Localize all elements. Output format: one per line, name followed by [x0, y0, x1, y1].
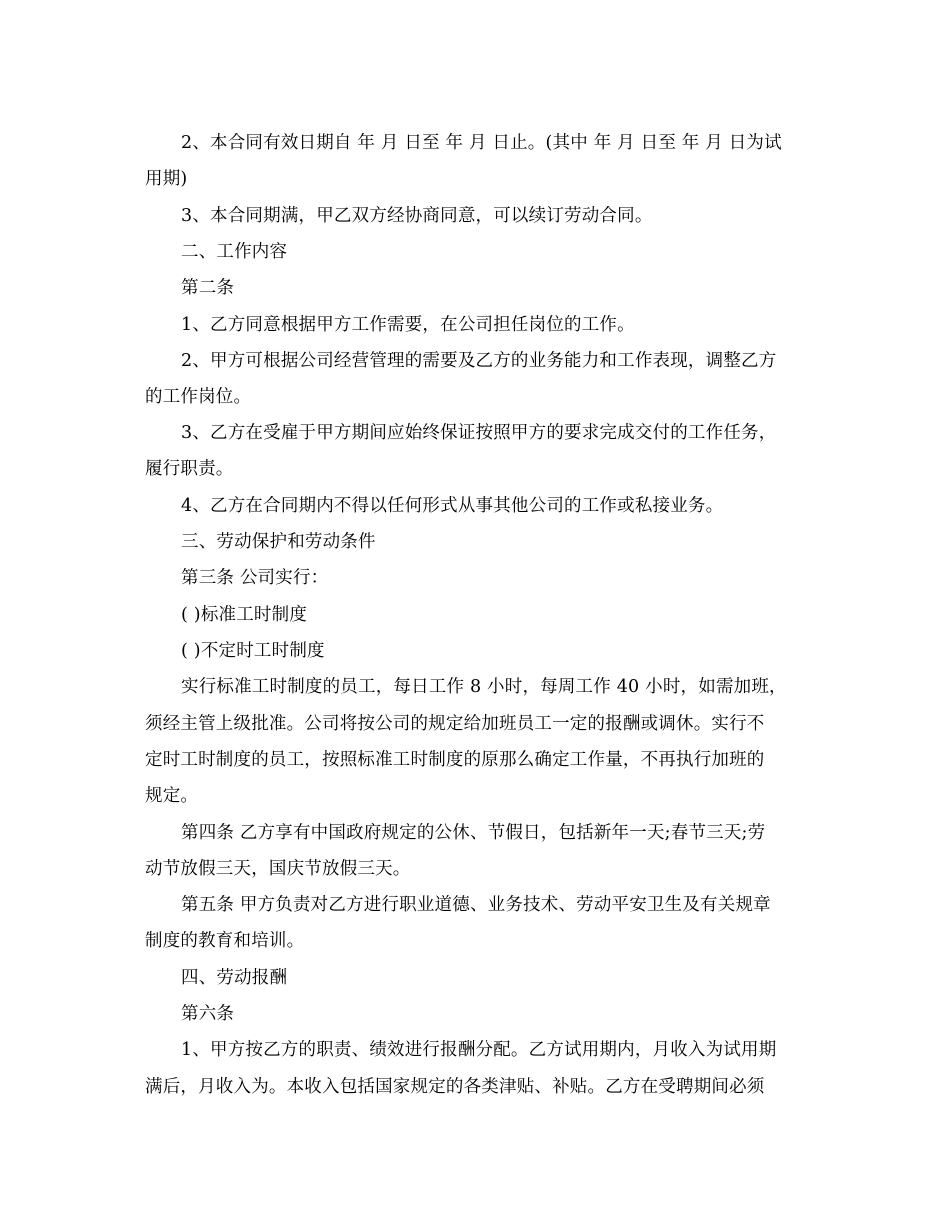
text-line: 2、甲方可根据公司经营管理的需要及乙方的业务能力和工作表现，调整乙方 — [181, 351, 777, 371]
text-line: 第五条 甲方负责对乙方进行职业道德、业务技术、劳动平安卫生及有关规章 — [181, 895, 771, 915]
checkbox-option-line: ( )标准工时制度 — [181, 605, 308, 625]
section-heading: 二、工作内容 — [181, 242, 288, 262]
text-line: 用期) — [145, 169, 188, 189]
text-line: 规定。 — [145, 786, 199, 806]
text-line: 第四条 乙方享有中国政府规定的公休、节假日，包括新年一天;春节三天;劳 — [181, 823, 766, 843]
text-line: 1、甲方按乙方的职责、绩效进行报酬分配。乙方试用期内，月收入为试用期 — [181, 1040, 777, 1060]
text-line: 实行标准工时制度的员工，每日工作 8 小时，每周工作 40 小时，如需加班， — [181, 677, 787, 697]
text-line: 制度的教育和培训。 — [145, 931, 305, 951]
text-line: 动节放假三天，国庆节放假三天。 — [145, 859, 411, 879]
text-line: 的工作岗位。 — [145, 387, 252, 407]
article-heading: 第三条 公司实行： — [181, 568, 329, 588]
text-line: 1、乙方同意根据甲方工作需要，在公司担任岗位的工作。 — [181, 315, 635, 335]
checkbox-option-line: ( )不定时工时制度 — [181, 641, 325, 661]
text-line: 满后，月收入为。本收入包括国家规定的各类津贴、补贴。乙方在受聘期间必须 — [145, 1077, 765, 1097]
section-heading: 三、劳动保护和劳动条件 — [181, 532, 376, 552]
text-line: 定时工时制度的员工，按照标准工时制度的原那么确定工作量，不再执行加班的 — [145, 750, 765, 770]
text-line: 须经主管上级批准。公司将按公司的规定给加班员工一定的报酬或调休。实行不 — [145, 714, 765, 734]
section-heading: 四、劳动报酬 — [181, 968, 288, 988]
text-line: 履行职责。 — [145, 459, 234, 479]
text-line: 4、乙方在合同期内不得以任何形式从事其他公司的工作或私接业务。 — [181, 496, 724, 516]
text-line: 3、乙方在受雇于甲方期间应始终保证按照甲方的要求完成交付的工作任务， — [181, 423, 777, 443]
article-heading: 第二条 — [181, 278, 235, 298]
article-heading: 第六条 — [181, 1004, 235, 1024]
text-line: 3、本合同期满，甲乙双方经协商同意，可以续订劳动合同。 — [181, 206, 653, 226]
text-line: 2、本合同有效日期自 年 月 日至 年 月 日止。(其中 年 月 日至 年 月 日为试 — [181, 133, 782, 153]
